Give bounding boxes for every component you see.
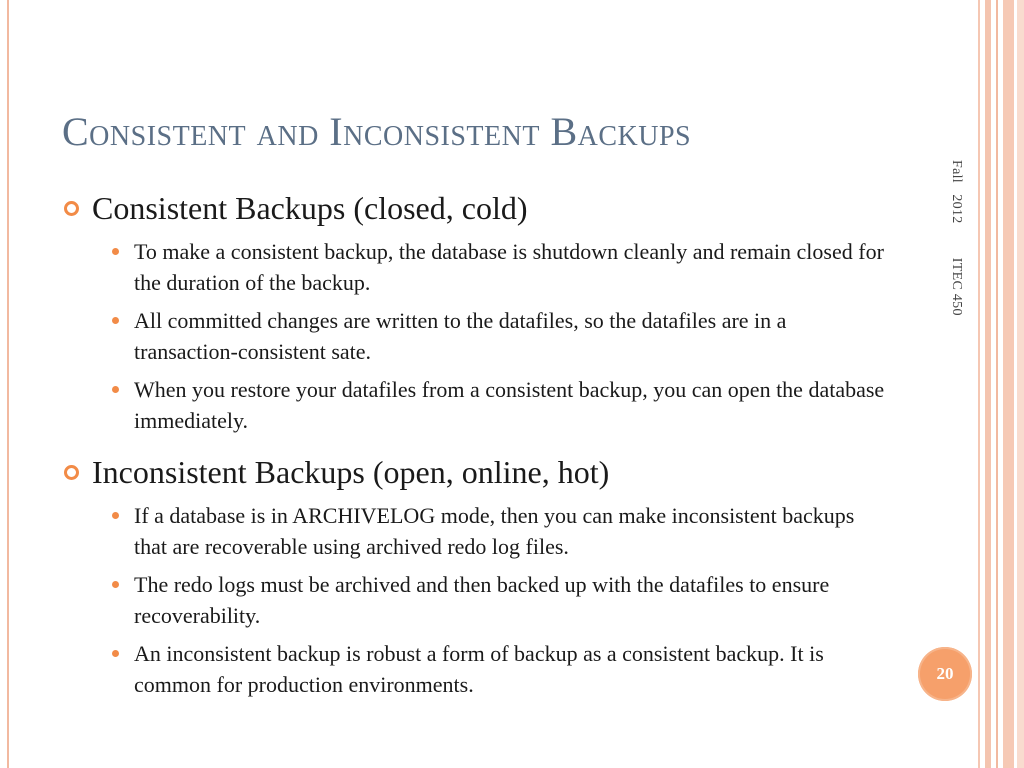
section-heading: Inconsistent Backups (open, online, hot) bbox=[92, 454, 610, 490]
ring-bullet-icon bbox=[64, 201, 79, 216]
level2-bullet bbox=[62, 500, 892, 562]
ring-bullet-icon bbox=[64, 465, 79, 480]
level2-bullet bbox=[62, 569, 892, 631]
decorative-stripe bbox=[996, 0, 998, 768]
dot-bullet-icon bbox=[112, 386, 119, 393]
left-frame-line bbox=[7, 0, 9, 768]
bullet-text: When you restore your datafiles from a consistent backup, you can open the database immediately. bbox=[134, 377, 885, 433]
level2-bullet bbox=[62, 236, 892, 298]
level1-bullet bbox=[62, 452, 892, 492]
sub-bullet-list bbox=[62, 500, 892, 700]
section-heading: Consistent Backups (closed, cold) bbox=[92, 190, 528, 226]
bullet-text: All committed changes are written to the datafiles, so the datafiles are in a transaction-consistent sate. bbox=[134, 308, 787, 364]
page-number-badge: 20 bbox=[918, 647, 972, 701]
level2-bullet bbox=[62, 638, 892, 700]
decorative-stripe bbox=[985, 0, 991, 768]
dot-bullet-icon bbox=[112, 317, 119, 324]
level2-bullet bbox=[62, 374, 892, 436]
bullet-text: If a database is in ARCHIVELOG mode, then you can make inconsistent backups that are recoverable using archived redo log files. bbox=[134, 503, 855, 559]
slide-title: Consistent and Inconsistent Backups bbox=[62, 109, 692, 154]
dot-bullet-icon bbox=[112, 581, 119, 588]
bullet-text: To make a consistent backup, the database is shutdown cleanly and remain closed for the duration of the backup. bbox=[134, 239, 884, 295]
decorative-stripe bbox=[1003, 0, 1014, 768]
bullet-text: An inconsistent backup is robust a form of backup as a consistent backup. It is common for production environments. bbox=[134, 641, 824, 697]
dot-bullet-icon bbox=[112, 248, 119, 255]
decorative-stripe bbox=[978, 0, 980, 768]
sub-bullet-list bbox=[62, 236, 892, 436]
side-footer-note: Fall 2012 ITEC 450 bbox=[949, 160, 964, 316]
dot-bullet-icon bbox=[112, 512, 119, 519]
slide-body bbox=[62, 188, 892, 716]
level1-bullet bbox=[62, 188, 892, 228]
dot-bullet-icon bbox=[112, 650, 119, 657]
bullet-text: The redo logs must be archived and then backed up with the datafiles to ensure recoverability. bbox=[134, 572, 830, 628]
decorative-stripe bbox=[1017, 0, 1024, 768]
level2-bullet bbox=[62, 305, 892, 367]
